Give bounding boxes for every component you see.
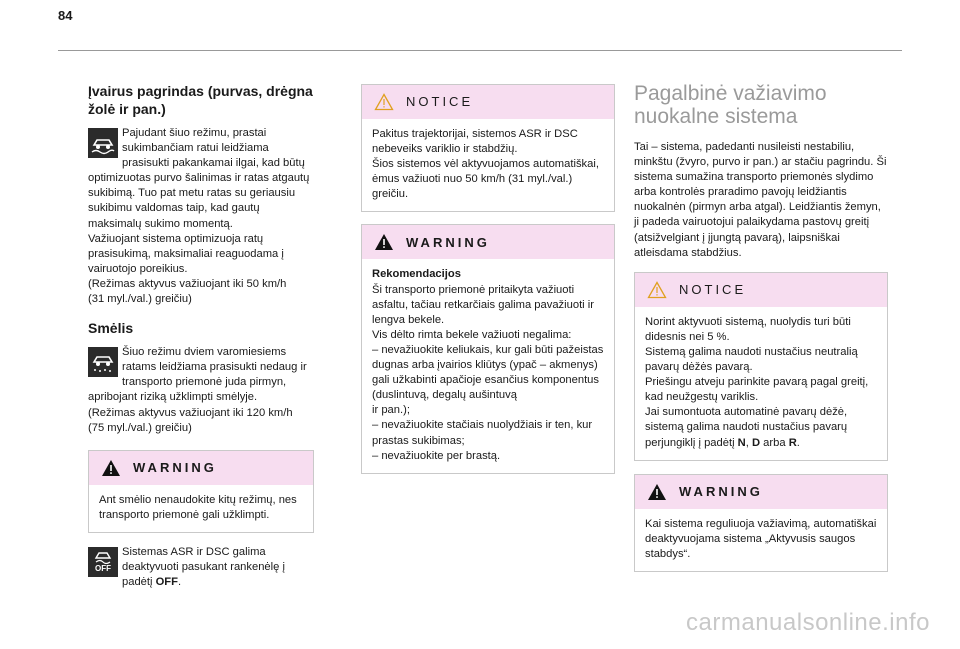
- notice-triangle-icon: [374, 93, 394, 111]
- warning-triangle-icon: [374, 233, 394, 251]
- column-2: [361, 84, 615, 474]
- sand-text: Šiuo režimu dviem varomiesiems ratams leidžiama prasisukti nedaug ir transporto priemonė juda pirmyn, apribojant riziką užklimpti smėlyje. (Režimas aktyvus važiuojant iki 120 km/h (75 myl./val.) greičiu): [88, 346, 307, 434]
- warning-box-recommendations: [361, 224, 615, 473]
- warning-text: Ant smėlio nenaudokite kitų režimų, nes transporto priemonė gali užklimpti.: [99, 493, 297, 521]
- notice-triangle-icon: [647, 281, 667, 299]
- notice-header: [362, 85, 614, 119]
- column-1: [88, 82, 314, 590]
- warning-triangle-icon: [101, 459, 121, 477]
- page-number: 84: [58, 8, 73, 23]
- notice-title: NOTICE: [679, 282, 747, 298]
- warning-header: [362, 225, 614, 259]
- warning-title: WARNING: [133, 460, 217, 476]
- column-3: [634, 82, 888, 572]
- section-heading-sand: Smėlis: [88, 320, 134, 337]
- notice-title: NOTICE: [406, 94, 474, 110]
- mixed-ground-paragraph: [88, 126, 314, 307]
- car-sand-icon: [88, 347, 118, 377]
- car-uneven-ground-icon: [88, 128, 118, 158]
- warning-title: WARNING: [406, 234, 490, 250]
- watermark: carmanualsonline.info: [686, 609, 930, 636]
- sand-paragraph: [88, 345, 314, 436]
- mixed-ground-text: Pajudant šiuo režimu, prastai sukimbančiam ratui leidžiama prasisukti pakankamai ilgai, kad būtų optimizuotas purvo šalinimas ir ratas atgautų sukibimą. Tuo pat metu ratas su geriausiu sukibimu valdomas taip, kad gautų maksimalų sukimo momentą. Važiuojant sistema optimizuoja ratų prasisukimą, maksimaliai reaguodama į vairuotojo poreikius. (Režimas aktyvus važiuojant iki 50 km/h (31 myl./val.) greičiu): [88, 127, 310, 306]
- esp-off-icon-label: OFF: [95, 563, 111, 573]
- warning-text: Ši transporto priemonė pritaikyta važiuoti asfaltu, tačiau retkarčiais galima pavažiuoti ir lengva bekele. Vis dėlto rimta bekele važiuoti negalima: – nevažiuokite keliukais, kur gali būti pažeistas dugnas arba įvairios kliūtys (ypač – akmenys) gali užkabinti apačioje esančius komponentus (duslintuvą, degalų aušintuvą ir pan.); – nevažiuokite stačiais nuolydžiais ir ten, kur prastas sukibimas; – nevažiuokite per brastą.: [372, 283, 604, 462]
- notice-header: [635, 273, 887, 307]
- notice-text: Pakitus trajektorijai, sistemos ASR ir DSC nebeveiks variklio ir stabdžių. Šios sistemos vėl aktyvuojamos automatiškai, ėmus važiuoti nuo 50 km/h (31 myl./val.) greičiu.: [372, 128, 599, 201]
- warning-header: [89, 451, 313, 485]
- notice-box-activation: [634, 272, 888, 461]
- esp-off-icon: [88, 547, 118, 577]
- warning-title: WARNING: [679, 484, 763, 500]
- warning-box-braking: [634, 474, 888, 572]
- section-heading-mixed-ground: Įvairus pagrindas (purvas, drėgna žolė ir pan.): [88, 83, 313, 117]
- esp-off-text: Sistemas ASR ir DSC galima deaktyvuoti pasukant rankenėlę į padėtį OFF.: [122, 545, 285, 589]
- notice-box-trajectory: [361, 84, 615, 212]
- hill-descent-intro: Tai – sistema, padedanti nusileisti nestabiliu, minkštu (žvyro, purvo ir pan.) ar stačiu pagrindu. Ši sistema sumažina transporto priemonės slydimo arba kontrolės praradimo pavojų leidžiantis nuokalnėn (pirmyn arba atgal). Leidžiantis žemyn, ji padeda vairuotojui palaikydama pastovų greitį (atsižvelgiant į įjungtą pavarą), laipsniškai atleisdama stabdžius.: [634, 141, 887, 259]
- warning-box-sand: [88, 450, 314, 533]
- page-title: Pagalbinė važiavimo nuokalne sistema: [634, 82, 827, 128]
- esp-off-paragraph: [88, 545, 314, 590]
- top-divider: [58, 50, 902, 51]
- warning-content: [362, 259, 614, 472]
- warning-text: Kai sistema reguliuoja važiavimą, automatiškai deaktyvuojama sistema „Aktyvusis saugos stabdys“.: [645, 517, 877, 560]
- notice-text: Norint aktyvuoti sistemą, nuolydis turi būti didesnis nei 5 %. Sistemą galima naudoti nustačius neutralią pavarų dėžės pavarą. Priešingu atveju parinkite pavarą pagal greitį, kad neužgestų variklis. Jai sumontuota automatinė pavarų dėžė, sistemą galima naudoti nustačius pavarų perjungiklį į padėtį N, D arba R.: [645, 315, 869, 449]
- warning-subheading: Rekomendacijos: [372, 268, 461, 281]
- warning-header: [635, 475, 887, 509]
- warning-triangle-icon: [647, 483, 667, 501]
